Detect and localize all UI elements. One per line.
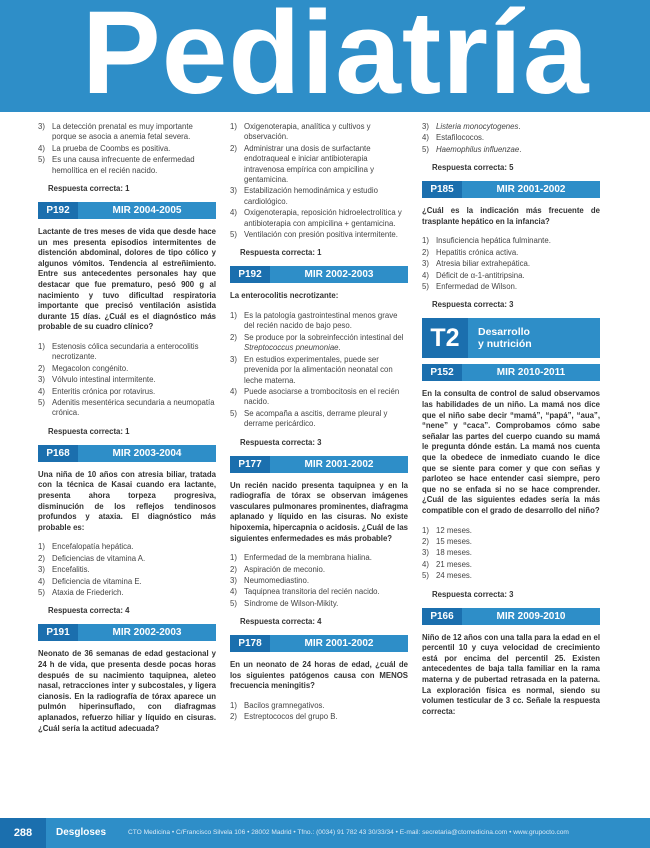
question-source: MIR 2003-2004	[78, 445, 216, 462]
question-text: En un neonato de 24 horas de edad, ¿cuál de los siguientes patógenos causa con MENOS frecuencia meningitis?	[230, 660, 408, 691]
option-item: 2) Megacolon congénito.	[38, 363, 129, 373]
section-name: Desgloses	[56, 827, 107, 838]
page-title: Pediatría	[82, 0, 590, 112]
option-item: 4) Deficiencia de vitamina E.	[38, 576, 142, 586]
question-text: ¿Cuál es la indicación más frecuente de trasplante hepático en la infancia?	[422, 206, 600, 226]
question-source: MIR 2010-2011	[462, 364, 600, 381]
question-text: Lactante de tres meses de vida que desde hace un mes presenta episodios intermitentes de distención abdominal, dolores de tipo cólico y algunos vómitos. Tendencia al estreñimiento. Entre sus antecedentes personales hay que destacar que fue prematuro, pesó 900 g al nacimiento y tuvo dificultad respiratoria importante que precisó ventilación asistida durante 15 días. ¿Cuál es el diagnóstico más probable de su cuadro clínico?	[38, 227, 216, 332]
option-item: 3) 18 meses.	[422, 548, 472, 558]
question-source: MIR 2002-2003	[78, 624, 216, 641]
option-item: 5) Ataxia de Friederich.	[38, 588, 124, 597]
question-header-p152	[422, 364, 600, 381]
option-item: 1) Estenosis cólica secundaria a enterocolitis necrotizante.	[38, 341, 199, 362]
option-item: 2) Estreptococos del grupo B.	[230, 712, 338, 722]
option-item: 3) Estabilización hemodinámica y estudio cardiológico.	[230, 186, 378, 206]
question-header-p192b	[230, 266, 408, 283]
option-item: 4) La prueba de Coombs es positiva.	[38, 143, 171, 153]
option-item: 1) Es la patología gastrointestinal menos grave del recién nacido de bajo peso.	[230, 311, 398, 331]
question-number: P185	[422, 181, 462, 198]
question-header-p166	[422, 608, 600, 625]
question-text: En la consulta de control de salud observamos las habilidades de un niño. La mamá nos dice que el niño sabe decir “mamá”, “papá”, “aua”, “nene” y “caca”. Comprobamos cómo sabe señalar las partes del cuerpo cuando su mamá le pregunta dónde están. La mamá nos cuenta que la obedece de inmediato cuando le dice que se siente para comer y que con señas y parloteo se hace entender casi siempre, pero que no se enfada si no se hace comprender. ¿Cuál de las siguientes edades sería la más compatible con el grado de desarrollo del niño?	[422, 389, 600, 515]
correct-answer: Respuesta correcta: 5	[432, 163, 514, 173]
question-number: P192	[38, 202, 78, 219]
question-text: Un recién nacido presenta taquipnea y en la radiografía de tórax se observan imágenes vasculares pulmonares prominentes, diafragma aplanado y líquido en las cisuras. No existe hipoxemia, hipercapnia o acidosis. ¿Cuál de las siguientes enfermedades es más probable?	[230, 480, 408, 543]
option-item: 1) Oxigenoterapia, analítica y cultivos y observación.	[230, 122, 371, 142]
option-item: 5) Adenitis mesentérica secundaria a neumopatía crónica.	[38, 398, 215, 418]
option-item: 4) Déficit de α-1-antitripsina.	[422, 270, 525, 280]
option-item: 5) Ventilación con presión positiva intermitente.	[230, 230, 398, 240]
question-source: MIR 2001-2002	[462, 181, 600, 198]
correct-answer: Respuesta correcta: 1	[48, 426, 130, 436]
option-item: 1) Encefalopatía hepática.	[38, 542, 134, 552]
option-list	[38, 542, 216, 598]
option-item: 4) Oxigenoterapia, reposición hidroelectrolítica y antibioterapia con ampicilina + gentamicina.	[230, 208, 402, 228]
question-number: P177	[230, 456, 270, 473]
question-source: MIR 2009-2010	[462, 608, 600, 625]
question-header-p178	[230, 635, 408, 652]
question-text: Una niña de 10 años con atresia biliar, tratada con la técnica de Kasai cuando era lactante, presenta ahora torpeza progresiva, disminución de los reflejos tendinosos profundos y ataxia. El diagnóstico más probable es:	[38, 469, 216, 532]
option-item: 1) Insuficiencia hepática fulminante.	[422, 236, 551, 246]
option-item: 3) Vólvulo intestinal intermitente.	[38, 375, 156, 385]
page-header	[0, 0, 650, 112]
option-item: 5) 24 meses.	[422, 571, 472, 581]
correct-answer: Respuesta correcta: 3	[432, 589, 514, 599]
option-item: 2) Hepatitis crónica activa.	[422, 247, 519, 257]
option-list	[230, 553, 408, 609]
option-item: 3) Atresia biliar extrahepática.	[422, 259, 531, 269]
correct-answer: Respuesta correcta: 3	[432, 300, 514, 310]
option-list	[230, 701, 408, 723]
option-list	[230, 122, 408, 240]
question-text: La enterocolitis necrotizante:	[230, 291, 339, 301]
question-header-p168	[38, 445, 216, 462]
option-item: 3) En estudios experimentales, puede ser prevenida por la alimentación neonatal con leche materna.	[230, 354, 393, 385]
question-text: Niño de 12 años con una talla para la edad en el percentil 10 y cuya velocidad de crecimiento está por encima del percentil 25. Existen antecedentes de baja talla familiar en la rama materna y de pubertad retrasada en la paterna. La exploración física es normal, siendo su volumen testicular de 3 cc. Señale la respuesta correcta:	[422, 632, 600, 716]
correct-answer: Respuesta correcta: 1	[48, 184, 130, 194]
question-header-p191	[38, 624, 216, 641]
question-number: P191	[38, 624, 78, 641]
question-source: MIR 2001-2002	[270, 635, 408, 652]
option-item: 1) Bacilos gramnegativos.	[230, 700, 325, 710]
option-item: 3) La detección prenatal es muy importante porque se asocia a anemia fetal severa.	[38, 122, 193, 142]
question-text: Neonato de 36 semanas de edad gestacional y 24 h de vida, que presenta desde pocas horas después de su nacimiento taquipnea, aleteo nasal, retracciones inter y subcostales, y ligera cianosis. En la radiografía de tórax aparece un pulmón hiperinsuflado, con diafragmas aplanados, refuerzo hiliar y líquido en cisuras. ¿Cuál sería la actitud adecuada?	[38, 649, 216, 733]
option-item: 5) Se acompaña a ascitis, derrame pleural y derrame pericárdico.	[230, 408, 388, 429]
question-header-p192	[38, 202, 216, 219]
correct-answer: Respuesta correcta: 4	[48, 606, 130, 616]
correct-answer: Respuesta correcta: 3	[240, 437, 322, 447]
correct-answer: Respuesta correcta: 4	[240, 617, 322, 627]
question-number: P178	[230, 635, 270, 652]
option-item: 2) Aspiración de meconio.	[230, 564, 326, 574]
correct-answer: Respuesta correcta: 1	[240, 248, 322, 258]
publisher-contact: CTO Medicina • C/Francisco Silvela 106 • 28002 Madrid • Tfno.: (0034) 91 782 43 30/33/34 • E-mail: secretaria@ctomedicina.com • www.grupocto.com	[128, 829, 569, 836]
option-list	[38, 122, 216, 176]
option-item: 4) Taquipnea transitoria del recién nacido.	[230, 587, 380, 597]
option-list	[38, 342, 216, 419]
option-item: 4) 21 meses.	[422, 559, 472, 569]
option-list	[422, 236, 600, 292]
option-item: 4) Enteritis crónica por rotavirus.	[38, 386, 156, 396]
column-3	[422, 122, 600, 726]
topic-title-line: Desarrollo	[478, 326, 530, 339]
option-list	[422, 122, 600, 155]
question-source: MIR 2001-2002	[270, 456, 408, 473]
column-1	[38, 122, 216, 743]
topic-title-line: y nutrición	[478, 338, 532, 351]
question-header-p177	[230, 456, 408, 473]
topic-header	[422, 318, 600, 358]
page-number: 288	[0, 818, 46, 848]
option-item: 4) Puede asociarse a trombocitosis en el recién nacido.	[230, 386, 400, 407]
option-item: 3) Listeria monocytogenes.	[422, 122, 521, 131]
option-item: 5) Es una causa infrecuente de enfermedad hemolítica en el recién nacido.	[38, 155, 195, 175]
question-number: P152	[422, 364, 462, 381]
option-item: 2) 15 meses.	[422, 536, 472, 546]
option-item: 4) Estafilococos.	[422, 133, 485, 143]
page-footer	[0, 818, 650, 848]
option-item: 2) Se produce por la sobreinfección intestinal del Streptococcus pneumoniae.	[230, 332, 404, 353]
option-list	[230, 311, 408, 429]
option-item: 5) Síndrome de Wilson-Mikity.	[230, 598, 339, 608]
option-item: 3) Encefalitis.	[38, 565, 90, 575]
option-item: 2) Administrar una dosis de surfactante endotraqueal e iniciar antibioterapia intravenosa empírica con ampicilina y gentamicina.	[230, 143, 375, 185]
option-item: 1) 12 meses.	[422, 525, 472, 535]
topic-number: T2	[422, 318, 468, 358]
question-source: MIR 2002-2003	[270, 266, 408, 283]
question-number: P166	[422, 608, 462, 625]
question-number: P192	[230, 266, 270, 283]
question-source: MIR 2004-2005	[78, 202, 216, 219]
question-number: P168	[38, 445, 78, 462]
option-list	[422, 526, 600, 582]
column-2	[230, 122, 408, 724]
topic-title	[468, 318, 600, 358]
option-item: 5) Enfermedad de Wilson.	[422, 282, 518, 292]
question-header-p185	[422, 181, 600, 198]
option-item: 3) Neumomediastino.	[230, 575, 310, 585]
option-item: 1) Enfermedad de la membrana hialina.	[230, 553, 372, 563]
option-item: 5) Haemophilus influenzae.	[422, 144, 522, 154]
option-item: 2) Deficiencias de vitamina A.	[38, 553, 146, 563]
